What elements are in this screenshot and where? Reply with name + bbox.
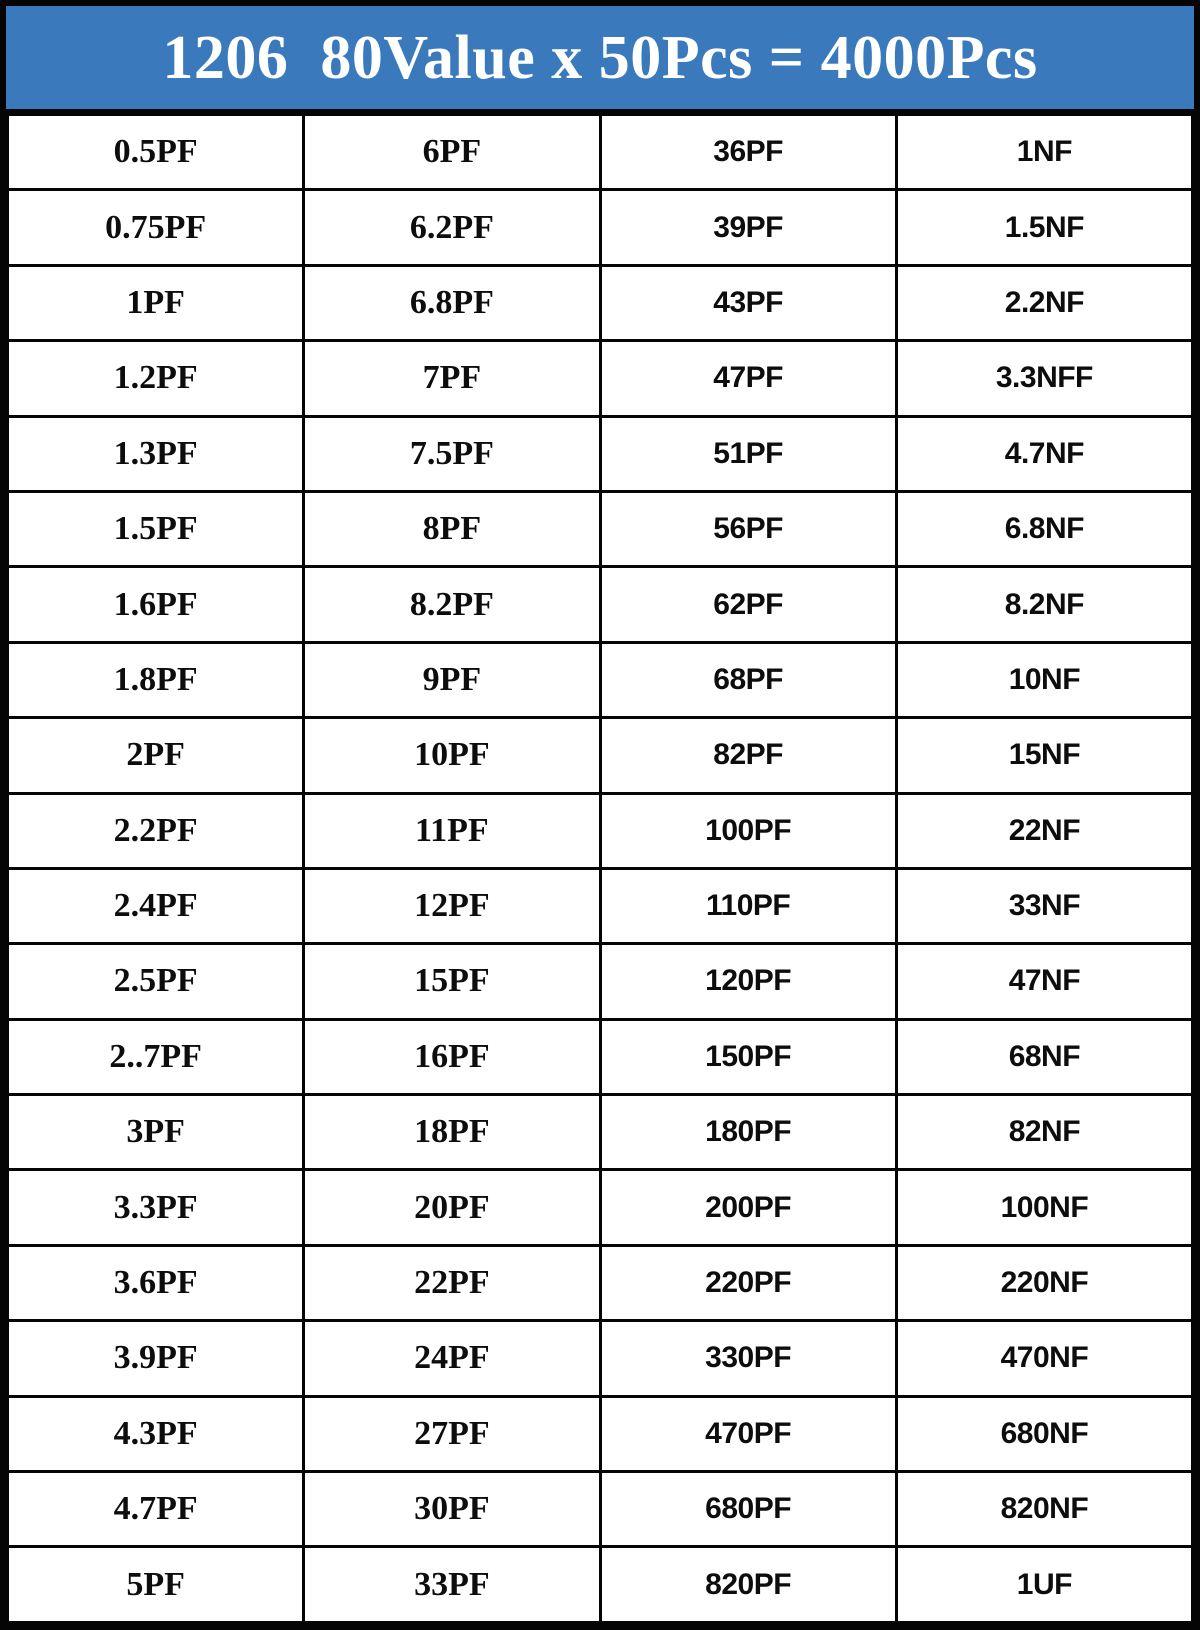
table-row [8, 341, 1193, 416]
value-cell: 1.5NF [896, 190, 1192, 265]
value-cell: 110PF [600, 868, 896, 943]
table-row [8, 1396, 1193, 1471]
value-cell: 33PF [304, 1547, 600, 1623]
value-cell: 1NF [896, 115, 1192, 190]
table-row [8, 1170, 1193, 1245]
value-cell: 15NF [896, 718, 1192, 793]
table-row [8, 642, 1193, 717]
capacitor-values-table [6, 113, 1194, 1624]
value-cell: 2.4PF [8, 868, 304, 943]
value-cell: 3.3NFF [896, 341, 1192, 416]
table-row [8, 190, 1193, 265]
value-cell: 33NF [896, 868, 1192, 943]
value-cell: 22PF [304, 1245, 600, 1320]
table-row [8, 1472, 1193, 1547]
table-body [8, 115, 1193, 1623]
kit-title: 1206 80Value x 50Pcs = 4000Pcs [162, 23, 1038, 92]
table-row [8, 718, 1193, 793]
value-cell: 56PF [600, 491, 896, 566]
value-cell: 150PF [600, 1019, 896, 1094]
value-cell: 220NF [896, 1245, 1192, 1320]
value-cell: 68PF [600, 642, 896, 717]
value-cell: 4.3PF [8, 1396, 304, 1471]
value-cell: 9PF [304, 642, 600, 717]
header-banner [6, 6, 1194, 113]
value-cell: 47PF [600, 341, 896, 416]
value-cell: 2.5PF [8, 944, 304, 1019]
value-cell: 18PF [304, 1095, 600, 1170]
value-cell: 3PF [8, 1095, 304, 1170]
value-cell: 30PF [304, 1472, 600, 1547]
value-cell: 1.2PF [8, 341, 304, 416]
value-cell: 820PF [600, 1547, 896, 1623]
value-cell: 27PF [304, 1396, 600, 1471]
value-cell: 11PF [304, 793, 600, 868]
value-cell: 470NF [896, 1321, 1192, 1396]
table-row [8, 491, 1193, 566]
value-cell: 6.8NF [896, 491, 1192, 566]
value-cell: 100NF [896, 1170, 1192, 1245]
value-cell: 24PF [304, 1321, 600, 1396]
value-cell: 1UF [896, 1547, 1192, 1623]
table-row [8, 567, 1193, 642]
value-cell: 470PF [600, 1396, 896, 1471]
table-row [8, 416, 1193, 491]
value-cell: 36PF [600, 115, 896, 190]
value-cell: 2.2NF [896, 265, 1192, 340]
value-cell: 7.5PF [304, 416, 600, 491]
value-cell: 3.9PF [8, 1321, 304, 1396]
value-cell: 0.75PF [8, 190, 304, 265]
value-cell: 200PF [600, 1170, 896, 1245]
value-cell: 15PF [304, 944, 600, 1019]
value-cell: 10PF [304, 718, 600, 793]
value-cell: 6PF [304, 115, 600, 190]
value-cell: 2.2PF [8, 793, 304, 868]
value-cell: 22NF [896, 793, 1192, 868]
value-cell: 3.3PF [8, 1170, 304, 1245]
table-row [8, 793, 1193, 868]
value-cell: 82NF [896, 1095, 1192, 1170]
table-row [8, 1019, 1193, 1094]
table-row [8, 115, 1193, 190]
value-cell: 220PF [600, 1245, 896, 1320]
value-cell: 120PF [600, 944, 896, 1019]
value-cell: 1PF [8, 265, 304, 340]
value-cell: 820NF [896, 1472, 1192, 1547]
value-cell: 4.7NF [896, 416, 1192, 491]
value-cell: 6.8PF [304, 265, 600, 340]
value-cell: 6.2PF [304, 190, 600, 265]
value-cell: 0.5PF [8, 115, 304, 190]
value-cell: 51PF [600, 416, 896, 491]
table-row [8, 1095, 1193, 1170]
value-cell: 100PF [600, 793, 896, 868]
value-cell: 68NF [896, 1019, 1192, 1094]
table-row [8, 265, 1193, 340]
value-cell: 8PF [304, 491, 600, 566]
value-cell: 1.3PF [8, 416, 304, 491]
value-cell: 4.7PF [8, 1472, 304, 1547]
value-cell: 1.6PF [8, 567, 304, 642]
value-cell: 680PF [600, 1472, 896, 1547]
value-cell: 20PF [304, 1170, 600, 1245]
value-cell: 2..7PF [8, 1019, 304, 1094]
value-cell: 47NF [896, 944, 1192, 1019]
value-cell: 39PF [600, 190, 896, 265]
value-cell: 7PF [304, 341, 600, 416]
table-row [8, 1321, 1193, 1396]
table-row [8, 1547, 1193, 1623]
value-cell: 5PF [8, 1547, 304, 1623]
value-cell: 2PF [8, 718, 304, 793]
value-cell: 330PF [600, 1321, 896, 1396]
value-cell: 680NF [896, 1396, 1192, 1471]
table-row [8, 944, 1193, 1019]
table-row [8, 1245, 1193, 1320]
value-cell: 1.5PF [8, 491, 304, 566]
value-cell: 1.8PF [8, 642, 304, 717]
value-cell: 3.6PF [8, 1245, 304, 1320]
table-row [8, 868, 1193, 943]
value-cell: 8.2NF [896, 567, 1192, 642]
value-cell: 10NF [896, 642, 1192, 717]
value-cell: 16PF [304, 1019, 600, 1094]
value-cell: 12PF [304, 868, 600, 943]
value-cell: 180PF [600, 1095, 896, 1170]
value-cell: 82PF [600, 718, 896, 793]
value-cell: 8.2PF [304, 567, 600, 642]
value-cell: 43PF [600, 265, 896, 340]
value-cell: 62PF [600, 567, 896, 642]
